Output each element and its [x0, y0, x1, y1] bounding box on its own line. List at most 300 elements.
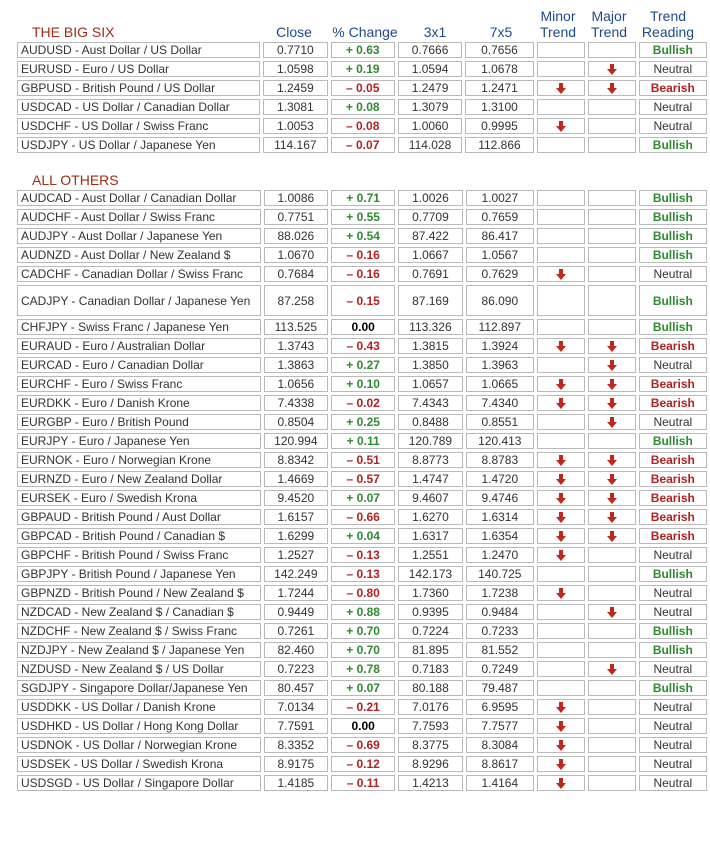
pair-name: EURNZD - Euro / New Zealand Dollar: [17, 471, 261, 487]
pair-name: EURNOK - Euro / Norwegian Krone: [17, 452, 261, 468]
major-trend-cell: [588, 680, 636, 696]
pct-change-value: [331, 266, 395, 282]
trend-reading: [639, 357, 707, 373]
3x1-value: 1.2551: [398, 547, 462, 563]
table-row: [17, 190, 707, 206]
close-value: 113.525: [264, 319, 328, 335]
pct-change-text: + 0.63: [345, 43, 380, 57]
down-arrow-icon: [556, 493, 566, 504]
table-row: [17, 42, 707, 58]
7x5-value: 120.413: [466, 433, 534, 449]
pct-change-value: [331, 61, 395, 77]
minor-trend-cell: [537, 509, 585, 525]
minor-trend-cell: [537, 395, 585, 411]
down-arrow-icon: [607, 493, 617, 504]
minor-trend-cell: [537, 699, 585, 715]
3x1-value: 1.3079: [398, 99, 462, 115]
major-trend-cell: [588, 42, 636, 58]
trend-reading: [639, 61, 707, 77]
3x1-value: 114.028: [398, 137, 462, 153]
close-value: 0.7751: [264, 209, 328, 225]
pair-name: USDJPY - US Dollar / Japanese Yen: [17, 137, 260, 153]
major-trend-cell: [588, 395, 636, 411]
7x5-value: 8.8617: [466, 756, 534, 772]
trend-reading: [639, 680, 707, 696]
trend-reading-text: Bullish: [652, 248, 693, 262]
minor-trend-cell: [537, 209, 585, 225]
7x5-value: 0.7629: [466, 266, 534, 282]
7x5-value: 1.4164: [466, 775, 534, 791]
down-arrow-icon: [607, 417, 617, 428]
3x1-value: 1.4747: [398, 471, 462, 487]
3x1-value: 87.169: [398, 285, 462, 316]
trend-reading-text: Neutral: [653, 267, 693, 281]
minor-trend-cell: [537, 661, 585, 677]
pct-change-text: – 0.16: [346, 267, 380, 281]
trend-reading: [639, 623, 707, 639]
down-arrow-icon: [607, 83, 617, 94]
trend-reading-text: Bullish: [652, 624, 693, 638]
table-row: [17, 661, 707, 677]
7x5-value: 86.090: [466, 285, 534, 316]
major-trend-cell: [588, 623, 636, 639]
down-arrow-icon: [556, 474, 566, 485]
7x5-value: 112.866: [465, 137, 533, 153]
major-trend-cell: [588, 118, 636, 134]
table-row: [17, 209, 707, 225]
trend-reading-text: Bearish: [650, 453, 695, 467]
trend-reading: [639, 42, 707, 58]
pct-change-text: – 0.02: [346, 396, 380, 410]
pct-change-text: + 0.27: [346, 358, 380, 372]
table-row: [17, 285, 707, 316]
trend-reading: [639, 566, 707, 582]
close-value: 114.167: [263, 137, 327, 153]
trend-reading: [639, 528, 707, 544]
minor-trend-cell: [537, 585, 585, 601]
close-value: 1.6157: [264, 509, 328, 525]
table-row: [17, 566, 707, 582]
down-arrow-icon: [556, 398, 566, 409]
minor-trend-cell: [537, 42, 585, 58]
major-trend-cell: [588, 661, 636, 677]
7x5-value: 1.0665: [466, 376, 534, 392]
major-trend-cell: [588, 471, 636, 487]
table-row: [17, 775, 707, 791]
3x1-value: 0.7709: [398, 209, 462, 225]
table-row: [17, 509, 707, 525]
3x1-value: 1.3815: [398, 338, 462, 354]
pct-change-value: [331, 737, 395, 753]
7x5-value: 0.8551: [466, 414, 534, 430]
pct-change-value: [331, 357, 395, 373]
3x1-value: 1.0657: [398, 376, 462, 392]
down-arrow-icon: [607, 474, 617, 485]
down-arrow-icon: [556, 550, 566, 561]
7x5-value: 1.2471: [465, 80, 533, 96]
table-row: [17, 118, 707, 134]
pair-name: CHFJPY - Swiss Franc / Japanese Yen: [17, 319, 261, 335]
pair-name: USDNOK - US Dollar / Norwegian Krone: [17, 737, 261, 753]
pct-change-text: + 0.04: [346, 529, 380, 543]
major-trend-cell: [588, 266, 636, 282]
table-row: [17, 414, 707, 430]
trend-reading-text: Bearish: [650, 81, 695, 95]
table-row: [17, 604, 707, 620]
trend-reading-text: Bullish: [652, 229, 693, 243]
table-row: [17, 699, 707, 715]
down-arrow-icon: [607, 455, 617, 466]
3x1-value: 0.7691: [398, 266, 462, 282]
pct-change-text: – 0.43: [346, 339, 380, 353]
pair-name: USDSEK - US Dollar / Swedish Krona: [17, 756, 261, 772]
trend-reading-text: Neutral: [653, 662, 693, 676]
minor-trend-cell: [537, 357, 585, 373]
pct-change-value: [331, 338, 395, 354]
major-trend-cell: [588, 433, 636, 449]
table-row: [17, 471, 707, 487]
pair-name: GBPCAD - British Pound / Canadian $: [17, 528, 261, 544]
trend-reading: [639, 247, 707, 263]
section-title-all-others: ALL OTHERS: [32, 172, 119, 188]
pct-change-value: [331, 775, 395, 791]
3x1-value: 8.3775: [398, 737, 462, 753]
table-row: [17, 137, 707, 153]
pair-name: AUDCHF - Aust Dollar / Swiss Franc: [17, 209, 261, 225]
3x1-value: 1.6317: [398, 528, 462, 544]
close-value: 1.0053: [263, 118, 327, 134]
7x5-value: 1.2470: [466, 547, 534, 563]
pct-change-value: [331, 376, 395, 392]
trend-reading: [639, 471, 707, 487]
table-row: [17, 452, 707, 468]
down-arrow-icon: [607, 607, 617, 618]
close-value: 142.249: [264, 566, 328, 582]
down-arrow-icon: [556, 702, 566, 713]
3x1-value: 113.326: [398, 319, 462, 335]
pct-change-text: + 0.19: [345, 62, 380, 76]
trend-reading-text: Neutral: [653, 605, 693, 619]
trend-reading-text: Bearish: [650, 472, 695, 486]
close-value: 1.7244: [264, 585, 328, 601]
trend-reading-text: Bullish: [652, 293, 693, 308]
pct-change-value: [331, 247, 395, 263]
down-arrow-icon: [556, 379, 566, 390]
header-minor-trend-line1: Minor: [540, 8, 576, 24]
pct-change-value: [331, 756, 395, 772]
close-value: 9.4520: [264, 490, 328, 506]
down-arrow-icon: [556, 721, 566, 732]
table-row: [17, 61, 707, 77]
pct-change-text: + 0.54: [346, 229, 380, 243]
pair-name: NZDCHF - New Zealand $ / Swiss Franc: [17, 623, 261, 639]
pair-name: SGDJPY - Singapore Dollar/Japanese Yen: [17, 680, 261, 696]
minor-trend-cell: [537, 285, 585, 316]
trend-reading: [639, 376, 707, 392]
minor-trend-cell: [537, 247, 585, 263]
3x1-value: 0.7183: [398, 661, 462, 677]
pct-change-text: + 0.88: [346, 605, 380, 619]
3x1-value: 80.188: [398, 680, 462, 696]
table-row: [17, 547, 707, 563]
close-value: 1.4669: [264, 471, 328, 487]
pct-change-value: [331, 528, 395, 544]
pair-name: EURJPY - Euro / Japanese Yen: [17, 433, 261, 449]
close-value: 7.7591: [264, 718, 328, 734]
pct-change-value: [331, 471, 395, 487]
header-minor-trend-line2: Trend: [539, 24, 577, 40]
trend-reading-text: Neutral: [653, 415, 693, 429]
7x5-value: 0.7233: [466, 623, 534, 639]
pct-change-value: [331, 566, 395, 582]
major-trend-cell: [588, 285, 636, 316]
minor-trend-cell: [537, 566, 585, 582]
pair-name: USDDKK - US Dollar / Danish Krone: [17, 699, 261, 715]
pct-change-text: – 0.21: [346, 700, 380, 714]
pct-change-value: [331, 661, 395, 677]
trend-reading-text: Neutral: [653, 586, 693, 600]
major-trend-cell: [588, 737, 636, 753]
pct-change-text: + 0.78: [346, 662, 380, 676]
major-trend-cell: [588, 509, 636, 525]
trend-reading-text: Bearish: [650, 396, 695, 410]
trend-reading-text: Bearish: [650, 377, 695, 391]
7x5-value: 7.7577: [466, 718, 534, 734]
3x1-value: 1.2479: [398, 80, 462, 96]
table-row: [17, 433, 707, 449]
pair-name: EURAUD - Euro / Australian Dollar: [17, 338, 261, 354]
pct-change-value: [331, 414, 395, 430]
7x5-value: 79.487: [466, 680, 534, 696]
pair-name: AUDJPY - Aust Dollar / Japanese Yen: [17, 228, 261, 244]
7x5-value: 7.4340: [466, 395, 534, 411]
trend-reading: [639, 756, 707, 772]
major-trend-cell: [588, 452, 636, 468]
close-value: 88.026: [264, 228, 328, 244]
table-row: [17, 528, 707, 544]
close-value: 87.258: [264, 285, 328, 316]
7x5-value: 0.7249: [466, 661, 534, 677]
trend-reading: [639, 118, 707, 134]
trend-reading: [639, 80, 707, 96]
trend-reading-text: Neutral: [653, 738, 693, 752]
trend-reading-text: Neutral: [653, 119, 693, 133]
3x1-value: 8.8773: [398, 452, 462, 468]
7x5-value: 9.4746: [466, 490, 534, 506]
trend-reading: [639, 414, 707, 430]
close-value: 1.2459: [263, 80, 327, 96]
close-value: 8.8342: [264, 452, 328, 468]
major-trend-cell: [588, 137, 636, 153]
minor-trend-cell: [537, 528, 585, 544]
trend-reading: [639, 319, 707, 335]
pct-change-value: [331, 319, 395, 335]
3x1-value: 1.0026: [398, 190, 462, 206]
3x1-value: 7.4343: [398, 395, 462, 411]
down-arrow-icon: [607, 64, 617, 75]
close-value: 0.7684: [264, 266, 328, 282]
7x5-value: 1.0678: [465, 61, 533, 77]
trend-reading: [639, 585, 707, 601]
7x5-value: 1.0567: [466, 247, 534, 263]
pct-change-value: [331, 228, 395, 244]
pct-change-text: – 0.13: [346, 548, 380, 562]
close-value: 1.6299: [264, 528, 328, 544]
3x1-value: 0.7224: [398, 623, 462, 639]
minor-trend-cell: [537, 452, 585, 468]
pct-change-value: [331, 699, 395, 715]
minor-trend-cell: [537, 190, 585, 206]
trend-reading: [639, 699, 707, 715]
table-row: [17, 99, 707, 115]
pct-change-value: [331, 585, 395, 601]
major-trend-cell: [588, 99, 636, 115]
down-arrow-icon: [607, 341, 617, 352]
header-major-trend-line2: Trend: [590, 24, 628, 40]
trend-reading-text: Bullish: [652, 191, 693, 205]
7x5-value: 81.552: [466, 642, 534, 658]
table-row: [17, 376, 707, 392]
close-value: 0.7223: [264, 661, 328, 677]
7x5-value: 6.9595: [466, 699, 534, 715]
pair-name: CADCHF - Canadian Dollar / Swiss Franc: [17, 266, 261, 282]
minor-trend-cell: [537, 414, 585, 430]
header-major-trend: [585, 8, 633, 40]
pct-change-value: [331, 80, 395, 96]
pct-change-text: 0.00: [351, 320, 375, 334]
minor-trend-cell: [537, 319, 585, 335]
major-trend-cell: [588, 604, 636, 620]
pair-name: AUDUSD - Aust Dollar / US Dollar: [17, 42, 260, 58]
close-value: 1.0670: [264, 247, 328, 263]
header-trend-reading: [636, 8, 700, 40]
pair-name: AUDCAD - Aust Dollar / Canadian Dollar: [17, 190, 261, 206]
close-value: 0.7261: [264, 623, 328, 639]
trend-reading: [639, 209, 707, 225]
major-trend-cell: [588, 756, 636, 772]
down-arrow-icon: [607, 379, 617, 390]
header-pct-change: % Change: [332, 24, 398, 40]
3x1-value: 1.0060: [398, 118, 462, 134]
minor-trend-cell: [537, 680, 585, 696]
7x5-value: 1.7238: [466, 585, 534, 601]
7x5-value: 1.3963: [466, 357, 534, 373]
close-value: 1.3081: [263, 99, 327, 115]
section-title-big-six: THE BIG SIX: [32, 24, 115, 40]
pair-name: GBPJPY - British Pound / Japanese Yen: [17, 566, 261, 582]
pct-change-value: [331, 680, 395, 696]
header-3x1: 3x1: [423, 24, 447, 40]
trend-reading-text: Neutral: [653, 719, 693, 733]
pct-change-value: [331, 452, 395, 468]
major-trend-cell: [588, 775, 636, 791]
close-value: 1.2527: [264, 547, 328, 563]
close-value: 0.7710: [263, 42, 327, 58]
3x1-value: 1.6270: [398, 509, 462, 525]
trend-reading-text: Bullish: [652, 320, 693, 334]
pct-change-text: – 0.69: [346, 738, 380, 752]
major-trend-cell: [588, 547, 636, 563]
3x1-value: 1.0594: [398, 61, 462, 77]
pct-change-text: – 0.80: [346, 586, 380, 600]
down-arrow-icon: [556, 588, 566, 599]
pair-name: USDHKD - US Dollar / Hong Kong Dollar: [17, 718, 261, 734]
3x1-value: 9.4607: [398, 490, 462, 506]
pct-change-value: [331, 718, 395, 734]
3x1-value: 1.4213: [398, 775, 462, 791]
trend-reading: [639, 99, 707, 115]
pct-change-value: [331, 642, 395, 658]
down-arrow-icon: [556, 740, 566, 751]
trend-reading: [639, 452, 707, 468]
table-row: [17, 756, 707, 772]
major-trend-cell: [588, 338, 636, 354]
major-trend-cell: [588, 376, 636, 392]
big-six-table: [14, 39, 710, 156]
major-trend-cell: [588, 247, 636, 263]
minor-trend-cell: [537, 471, 585, 487]
major-trend-cell: [588, 80, 636, 96]
pct-change-value: [331, 137, 395, 153]
close-value: 7.0134: [264, 699, 328, 715]
3x1-value: 8.9296: [398, 756, 462, 772]
pair-name: NZDJPY - New Zealand $ / Japanese Yen: [17, 642, 261, 658]
trend-reading-text: Bullish: [652, 210, 693, 224]
pct-change-value: [331, 209, 395, 225]
pair-name: EURSEK - Euro / Swedish Krona: [17, 490, 261, 506]
3x1-value: 7.7593: [398, 718, 462, 734]
close-value: 1.0086: [264, 190, 328, 206]
pct-change-value: [331, 190, 395, 206]
7x5-value: 1.6314: [466, 509, 534, 525]
3x1-value: 0.8488: [398, 414, 462, 430]
trend-reading-text: Bullish: [652, 643, 693, 657]
major-trend-cell: [588, 414, 636, 430]
major-trend-cell: [588, 699, 636, 715]
minor-trend-cell: [537, 718, 585, 734]
pct-change-value: [331, 285, 395, 316]
7x5-value: 0.7659: [466, 209, 534, 225]
table-row: [17, 490, 707, 506]
7x5-value: 1.3924: [466, 338, 534, 354]
major-trend-cell: [588, 642, 636, 658]
table-row: [17, 737, 707, 753]
pair-name: EURGBP - Euro / British Pound: [17, 414, 261, 430]
down-arrow-icon: [556, 455, 566, 466]
close-value: 120.994: [264, 433, 328, 449]
pct-change-value: [331, 99, 395, 115]
trend-reading-text: Bullish: [652, 567, 693, 581]
trend-reading: [639, 285, 707, 316]
trend-reading-text: Neutral: [653, 100, 693, 114]
pct-change-text: – 0.11: [346, 776, 380, 790]
down-arrow-icon: [556, 512, 566, 523]
close-value: 82.460: [264, 642, 328, 658]
trend-reading: [639, 547, 707, 563]
7x5-value: 0.9484: [466, 604, 534, 620]
major-trend-cell: [588, 228, 636, 244]
pct-change-text: + 0.07: [346, 681, 380, 695]
pct-change-text: – 0.15: [346, 293, 380, 308]
trend-reading: [639, 604, 707, 620]
trend-reading: [639, 395, 707, 411]
pair-name: USDSGD - US Dollar / Singapore Dollar: [17, 775, 261, 791]
trend-reading: [639, 775, 707, 791]
minor-trend-cell: [537, 604, 585, 620]
trend-reading: [639, 190, 707, 206]
pct-change-text: + 0.11: [346, 434, 380, 448]
table-row: [17, 680, 707, 696]
